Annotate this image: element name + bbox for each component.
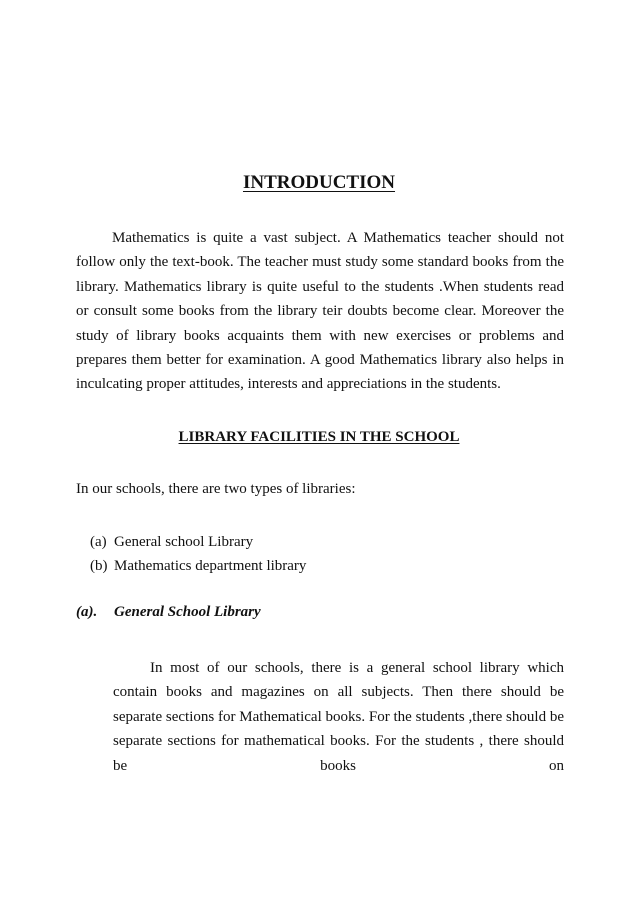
subsection-title: General School Library: [114, 604, 261, 620]
list-marker: (b): [90, 558, 108, 575]
intro-paragraph: Mathematics is quite a vast subject. A Mathematics teacher should not follow only the text-book. The teacher must study some standard books from the library. Mathematics library is quite useful to the students .When students read or consult some books from the library teir doubts become clear. Moreover the study of library books acquaints them with new exercises or problems and prepares them better for examination. A good Mathematics library also helps in inculcating proper attitudes, interests and appreciations in the students.: [76, 230, 564, 393]
list-item: [90, 554, 306, 578]
section-title: LIBRARY FACILITIES IN THE SCHOOL: [178, 429, 460, 445]
subsection-heading: [76, 604, 261, 621]
general-library-paragraph: In most of our schools, there is a general school library which contain books and magazines on all subjects. Then there should be separate sections for Mathematical books. For the students ,there should be separate sections for mathematical books. For the students , there should be books on: [113, 660, 564, 774]
subsection-number: (a).: [76, 604, 98, 620]
library-types-list: [90, 530, 306, 579]
list-item-label: Mathematics department library: [114, 558, 307, 575]
list-item-label: General school Library: [114, 534, 254, 550]
list-item: [90, 530, 306, 554]
list-marker: (a): [90, 534, 107, 550]
library-types-sentence: In our schools, there are two types of libraries:: [76, 481, 356, 497]
page-title: INTRODUCTION: [242, 172, 396, 193]
